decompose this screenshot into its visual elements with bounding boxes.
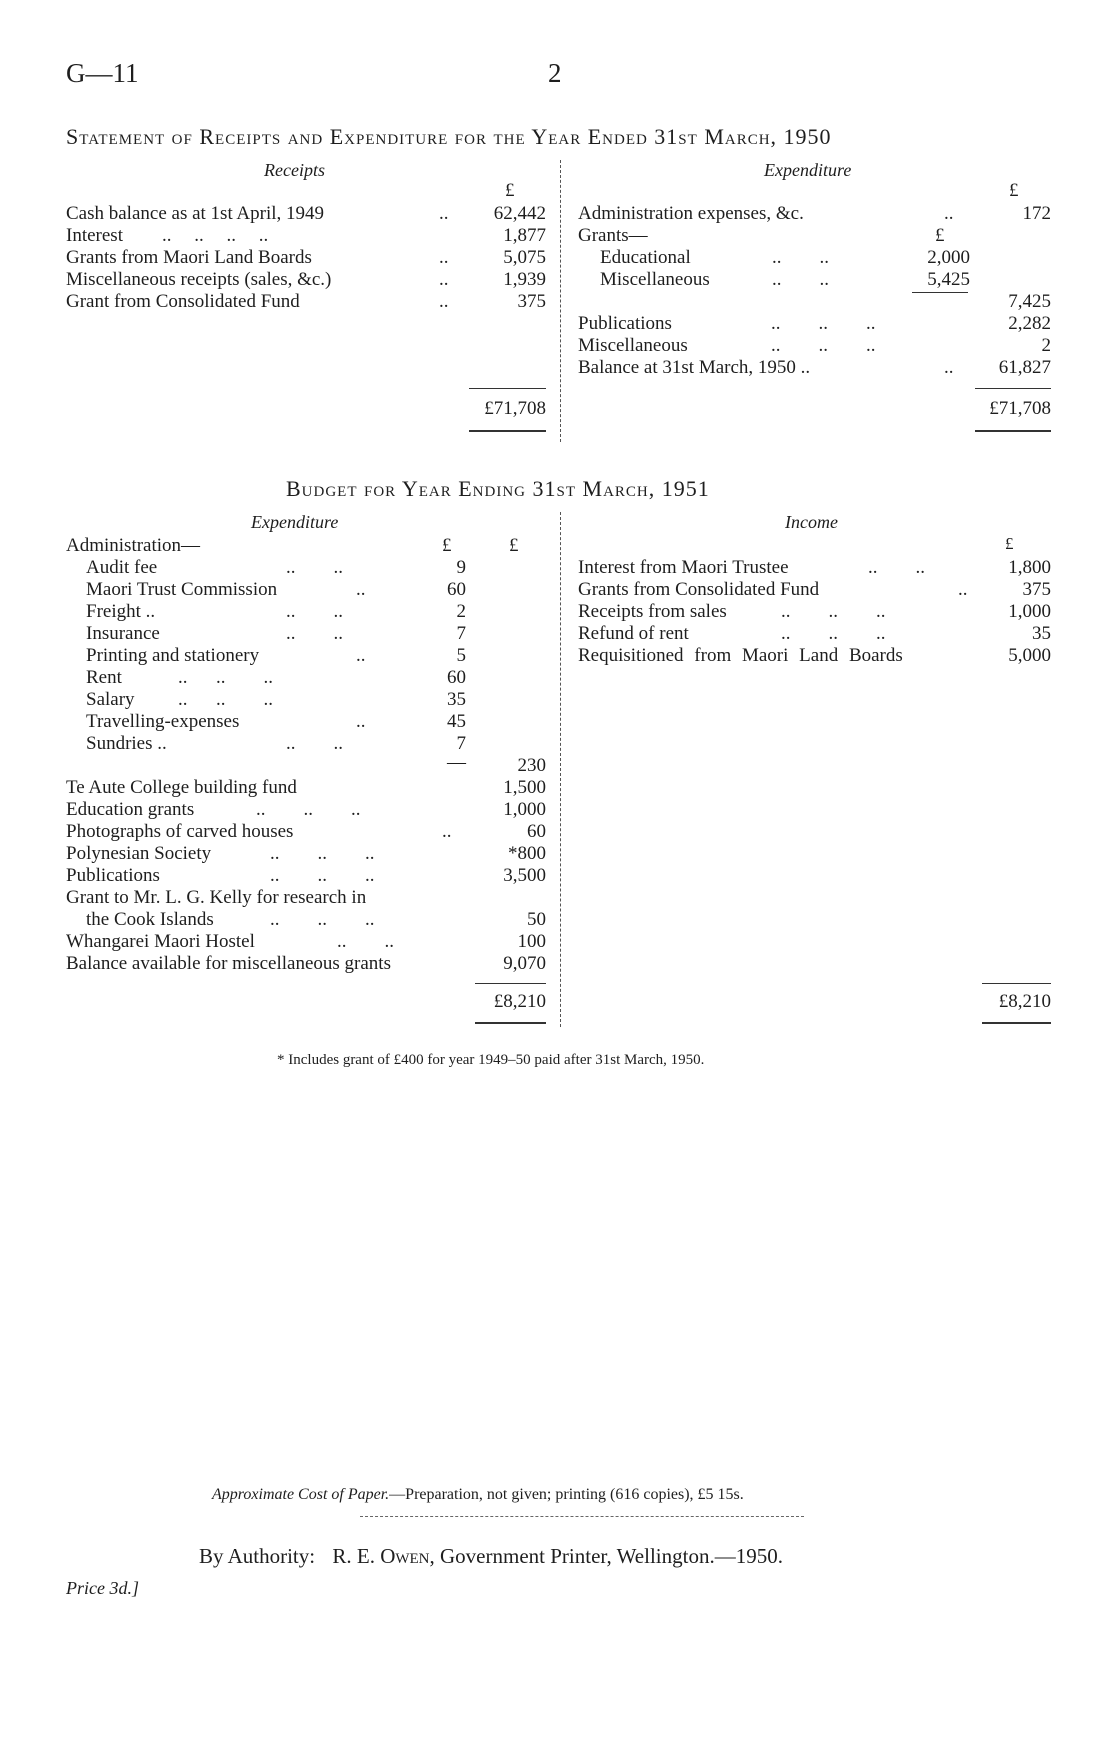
printer-text: , Government Printer, Wellington.—1950.: [429, 1544, 783, 1568]
receipts-heading: Receipts: [264, 160, 325, 180]
page-number: 2: [548, 58, 562, 88]
budget-exp-total-rule: [475, 983, 546, 984]
printer-name: R. E. Owen: [332, 1544, 430, 1568]
budget-exp-double-rule: [475, 1022, 546, 1024]
income-double-rule: [982, 1022, 1051, 1024]
receipts-total-rule: [469, 388, 546, 389]
statement-divider: [560, 160, 561, 442]
receipts-double-rule: [469, 430, 546, 432]
expenditure-double-rule: [975, 430, 1051, 432]
price: Price 3d.]: [66, 1578, 139, 1598]
footnote: * Includes grant of £400 for year 1949–50 paid after 31st March, 1950.: [277, 1052, 705, 1068]
grants-rule: [912, 292, 968, 293]
cost-line: [212, 1486, 744, 1504]
footer-rule: [360, 1516, 804, 1517]
income-total-rule: [982, 983, 1051, 984]
income-currency: £: [1005, 534, 1014, 553]
expenditure-currency: £: [1009, 180, 1019, 201]
expenditure-total-rule: [975, 388, 1051, 389]
authority-label: By Authority:: [199, 1544, 316, 1568]
income-heading: Income: [785, 512, 838, 532]
authority-line: [199, 1544, 783, 1569]
cost-label: Approximate Cost of Paper.: [212, 1486, 390, 1503]
statement-title: Statement of Receipts and Expenditure for the Year Ended 31st March, 1950: [66, 124, 832, 149]
budget-divider: [560, 512, 561, 1027]
report-code: G—11: [66, 58, 139, 88]
budget-expenditure-heading: Expenditure: [251, 512, 339, 532]
budget-title: Budget for Year Ending 31st March, 1951: [286, 476, 710, 501]
cost-text: —Preparation, not given; printing (616 copies), £5 15s.: [389, 1486, 744, 1503]
expenditure-heading: Expenditure: [764, 160, 852, 180]
receipts-currency: £: [505, 180, 515, 201]
